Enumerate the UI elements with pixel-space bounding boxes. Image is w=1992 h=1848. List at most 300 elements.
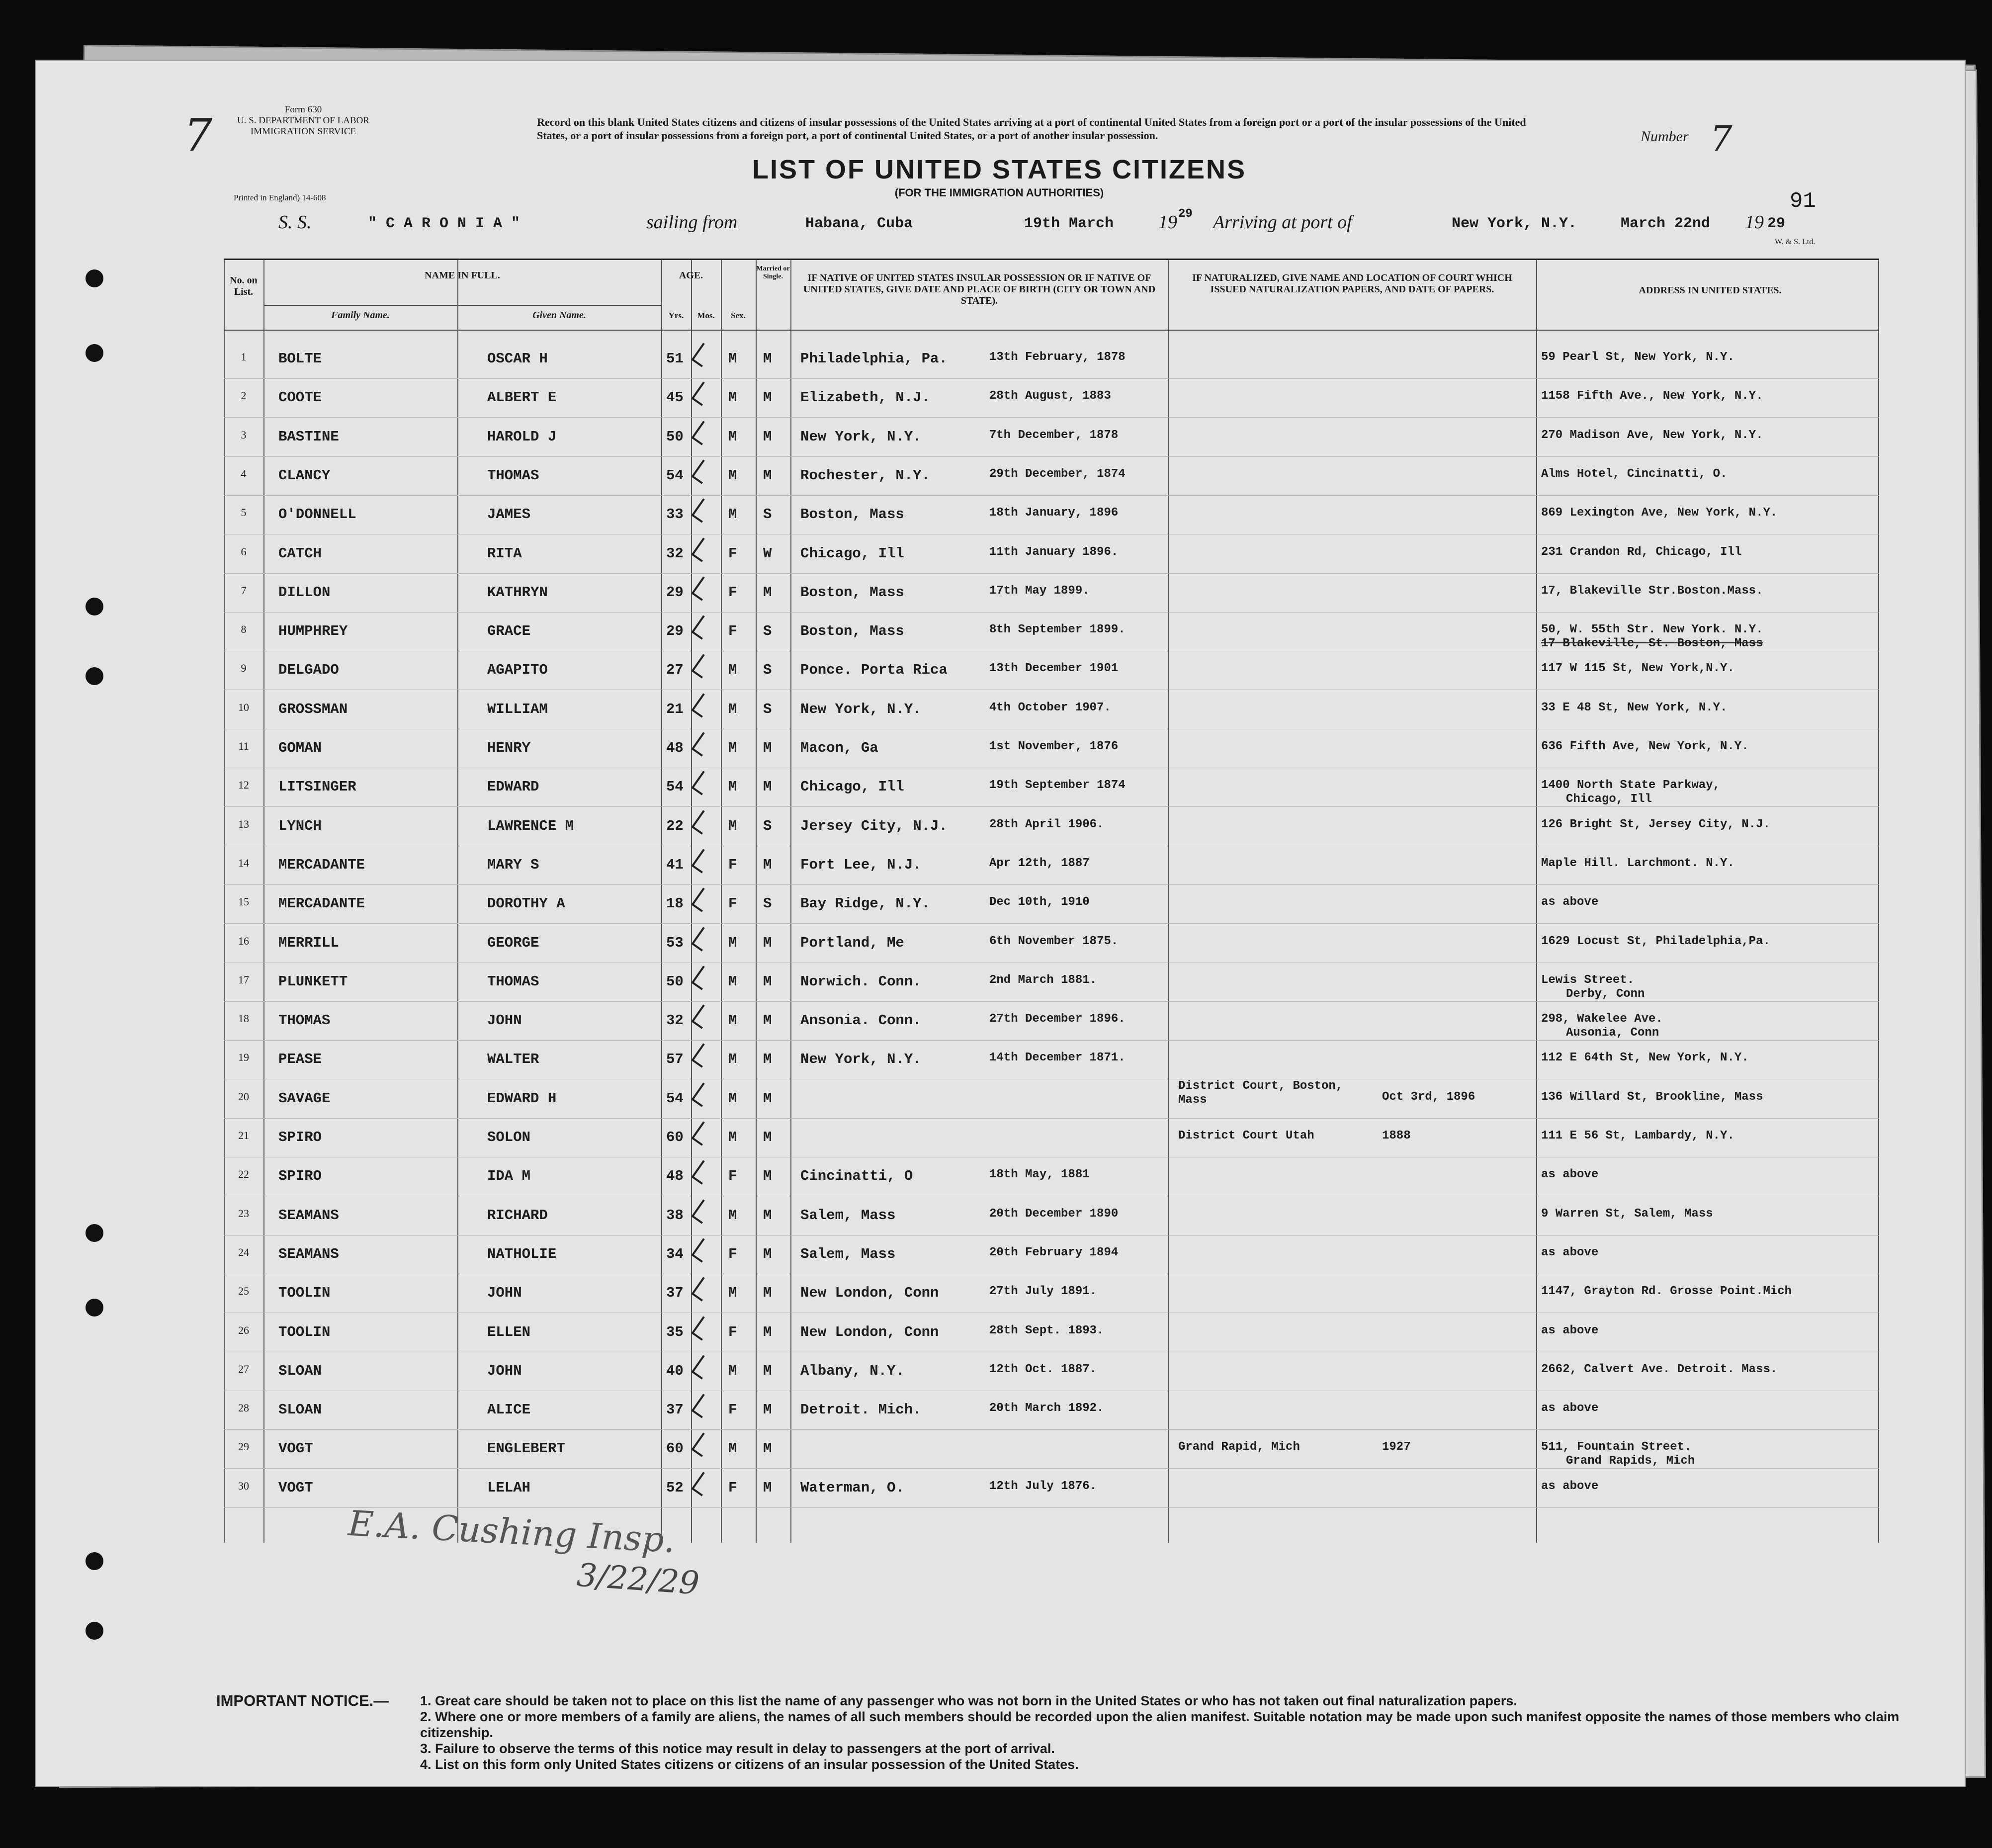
birth-place: Cincinatti, O <box>800 1168 913 1185</box>
age-years: 54 <box>666 779 684 795</box>
family-name: SLOAN <box>278 1402 322 1418</box>
table-row <box>224 1040 1879 1079</box>
year-prefix: 19 <box>1158 212 1177 233</box>
printer-mark: W. & S. Ltd. <box>1775 238 1816 246</box>
sex: M <box>728 506 737 523</box>
row-number: 27 <box>238 1362 249 1375</box>
given-name: IDA M <box>487 1168 531 1185</box>
marital-status: M <box>763 779 772 795</box>
family-name: HUMPHREY <box>278 623 348 640</box>
age-years: 22 <box>666 817 684 834</box>
given-name: SOLON <box>487 1129 531 1145</box>
age-years: 29 <box>666 584 684 601</box>
check-mark-icon <box>691 499 713 523</box>
given-name: THOMAS <box>487 467 539 484</box>
check-mark-icon <box>691 1433 713 1457</box>
birth-date: 28th Sept. 1893. <box>989 1323 1104 1337</box>
check-mark-icon <box>691 654 713 679</box>
birth-place: Waterman, O. <box>800 1479 904 1496</box>
family-name: LYNCH <box>278 817 322 834</box>
birth-place: New York, N.Y. <box>800 1051 922 1068</box>
age-years: 60 <box>666 1129 684 1145</box>
header-yrs: Yrs. <box>668 311 684 320</box>
given-name: JOHN <box>487 1362 522 1379</box>
stamp-number: 91 <box>1790 189 1816 214</box>
birth-date: 13th February, 1878 <box>989 351 1126 364</box>
arrival-date: March 22nd <box>1621 215 1711 232</box>
age-years: 32 <box>666 1012 684 1029</box>
given-name: RICHARD <box>487 1207 548 1224</box>
sex: M <box>728 1090 737 1107</box>
check-mark-icon <box>691 849 713 873</box>
printed-in-note: Printed in England) 14-608 <box>234 193 326 202</box>
marital-status: M <box>763 973 772 990</box>
inspector-date: 3/22/29 <box>575 1557 700 1602</box>
year-suffix: 29 <box>1178 207 1193 221</box>
address-line-2: 17 Blakeville, St. Boston, Mass <box>1541 637 1763 651</box>
address: 1629 Locust St, Philadelphia,Pa. <box>1541 934 1770 948</box>
given-name: EDWARD <box>487 779 539 795</box>
marital-status: M <box>763 1051 772 1068</box>
given-name: GRACE <box>487 623 531 640</box>
table-row <box>224 612 1879 651</box>
family-name: THOMAS <box>278 1012 331 1029</box>
check-mark-icon <box>691 1044 713 1068</box>
birth-place: Portland, Me <box>800 934 904 951</box>
address: as above <box>1541 1168 1599 1182</box>
table-row <box>224 1469 1879 1508</box>
age-years: 32 <box>666 545 684 562</box>
sex: M <box>728 467 737 484</box>
birth-place: Salem, Mass <box>800 1207 896 1224</box>
address: 50, W. 55th Str. New York. N.Y. <box>1541 623 1763 637</box>
sex: M <box>728 934 737 951</box>
age-years: 52 <box>666 1479 684 1496</box>
row-number: 1 <box>241 351 247 363</box>
family-name: SLOAN <box>278 1362 322 1379</box>
given-name: RITA <box>487 545 522 562</box>
table-row <box>224 340 1879 379</box>
family-name: GROSSMAN <box>278 701 348 717</box>
row-number: 13 <box>238 817 249 830</box>
table-row <box>224 573 1879 613</box>
birth-date: 2nd March 1881. <box>989 973 1097 987</box>
check-mark-icon <box>691 1316 713 1340</box>
header-given-name: Given Name. <box>532 310 586 321</box>
family-name: SEAMANS <box>278 1207 339 1224</box>
check-mark-icon <box>691 1004 713 1029</box>
address: as above <box>1541 1323 1599 1337</box>
family-name: O'DONNELL <box>278 506 356 523</box>
given-name: ENGLEBERT <box>487 1440 565 1457</box>
inspector-signature: E.A. Cushing Insp. <box>347 1502 677 1561</box>
check-mark-icon <box>691 1472 713 1496</box>
address: 33 E 48 St, New York, N.Y. <box>1541 701 1728 714</box>
address: 298, Wakelee Ave. <box>1541 1012 1663 1026</box>
check-mark-icon <box>691 927 713 951</box>
age-years: 37 <box>666 1285 684 1302</box>
sex: M <box>728 428 737 445</box>
family-name: PEASE <box>278 1051 322 1068</box>
check-mark-icon <box>691 421 713 445</box>
check-mark-icon <box>691 1121 713 1145</box>
row-number: 8 <box>241 623 247 636</box>
sex: F <box>728 1479 737 1496</box>
birth-place: New York, N.Y. <box>800 428 922 445</box>
binder-hole <box>86 667 103 685</box>
row-number: 2 <box>241 389 247 402</box>
header-no-on-list: No. on List. <box>230 275 258 297</box>
row-number: 17 <box>238 973 249 986</box>
row-number: 21 <box>238 1129 249 1142</box>
age-years: 45 <box>666 389 684 406</box>
family-name: CATCH <box>278 545 322 562</box>
birth-place: Chicago, Ill <box>800 779 904 795</box>
table-row <box>224 1352 1879 1391</box>
form-number: Form 630 <box>284 104 322 115</box>
check-mark-icon <box>691 1355 713 1379</box>
table-row <box>224 534 1879 574</box>
family-name: SPIRO <box>278 1168 322 1185</box>
sex: F <box>728 1323 737 1340</box>
form-instructions: Record on this blank United States citizens and citizens of insular possessions of the United States arriving at a port of continental United States from a foreign port or a port of the insular possessions of the United States, or a port of insular possessions from a foreign port, a port of continental United States, or a port of another insular possession. <box>537 116 1526 142</box>
birth-date: 20th March 1892. <box>989 1402 1104 1415</box>
marital-status: M <box>763 1245 772 1262</box>
address: as above <box>1541 1245 1599 1259</box>
row-number: 25 <box>238 1285 249 1298</box>
table-row <box>224 1118 1879 1157</box>
given-name: AGAPITO <box>487 662 548 679</box>
sex: M <box>728 1207 737 1224</box>
passenger-table <box>224 259 1879 1543</box>
birth-place: Bay Ridge, N.Y. <box>800 895 931 912</box>
address: 1400 North State Parkway, <box>1541 779 1721 792</box>
table-row <box>224 1274 1879 1313</box>
table-row <box>224 378 1879 418</box>
address: 869 Lexington Ave, New York, N.Y. <box>1541 506 1778 520</box>
address-line-2: Ausonia, Conn <box>1566 1026 1659 1040</box>
address: 17, Blakeville Str.Boston.Mass. <box>1541 584 1763 598</box>
sex: F <box>728 856 737 873</box>
row-number: 10 <box>238 701 249 713</box>
marital-status: M <box>763 1207 772 1224</box>
sex: M <box>728 662 737 679</box>
marital-status: M <box>763 1402 772 1418</box>
address: 9 Warren St, Salem, Mass <box>1541 1207 1713 1221</box>
table-row <box>224 1196 1879 1235</box>
header-address: ADDRESS IN UNITED STATES. <box>1639 285 1782 296</box>
row-number: 19 <box>238 1051 249 1064</box>
birth-date: 27th July 1891. <box>989 1285 1097 1299</box>
table-row <box>224 456 1879 496</box>
sex: M <box>728 1285 737 1302</box>
address: as above <box>1541 1479 1599 1493</box>
binder-hole <box>86 598 103 616</box>
given-name: KATHRYN <box>487 584 548 601</box>
age-years: 50 <box>666 973 684 990</box>
check-mark-icon <box>691 1394 713 1418</box>
birth-place: Ponce. Porta Rica <box>800 662 948 679</box>
birth-place: Norwich. Conn. <box>800 973 922 990</box>
header-subrule <box>263 305 661 306</box>
row-number: 23 <box>238 1207 249 1220</box>
family-name: BASTINE <box>278 428 339 445</box>
row-number: 6 <box>241 545 247 558</box>
age-years: 54 <box>666 1090 684 1107</box>
arrival-port: New York, N.Y. <box>1452 215 1577 232</box>
notice-item: 3. Failure to observe the terms of this notice may result in delay to passengers at the port of arrival. <box>420 1741 1055 1756</box>
voyage-line <box>278 207 1829 241</box>
marital-status: M <box>763 1012 772 1029</box>
address: 2662, Calvert Ave. Detroit. Mass. <box>1541 1362 1778 1376</box>
birth-place: Philadelphia, Pa. <box>800 351 948 367</box>
birth-place: Fort Lee, N.J. <box>800 856 922 873</box>
marital-status: M <box>763 389 772 406</box>
age-years: 21 <box>666 701 684 717</box>
age-years: 60 <box>666 1440 684 1457</box>
binder-hole <box>86 1299 103 1317</box>
marital-status: M <box>763 467 772 484</box>
naturalization-court: Grand Rapid, Mich <box>1178 1440 1300 1454</box>
naturalization-date: 1888 <box>1382 1129 1411 1143</box>
marital-status: M <box>763 351 772 367</box>
table-row <box>224 1235 1879 1274</box>
age-years: 51 <box>666 351 684 367</box>
sex: M <box>728 1362 737 1379</box>
given-name: GEORGE <box>487 934 539 951</box>
address: 636 Fifth Ave, New York, N.Y. <box>1541 740 1749 753</box>
birth-place: Albany, N.Y. <box>800 1362 904 1379</box>
marital-status: S <box>763 895 772 912</box>
header-name-in-full: NAME IN FULL. <box>425 270 500 281</box>
notice-lead: IMPORTANT NOTICE.— <box>216 1692 389 1709</box>
row-number: 5 <box>241 506 247 519</box>
family-name: MERCADANTE <box>278 895 365 912</box>
sex: M <box>728 740 737 756</box>
marital-status: M <box>763 1323 772 1340</box>
address-line-2: Derby, Conn <box>1566 987 1645 1001</box>
given-name: ELLEN <box>487 1323 531 1340</box>
check-mark-icon <box>691 1082 713 1107</box>
age-years: 48 <box>666 1168 684 1185</box>
given-name: OSCAR H <box>487 351 548 367</box>
row-number: 28 <box>238 1402 249 1414</box>
table-row <box>224 729 1879 768</box>
age-years: 34 <box>666 1245 684 1262</box>
address: 231 Crandon Rd, Chicago, Ill <box>1541 545 1742 559</box>
given-name: EDWARD H <box>487 1090 557 1107</box>
check-mark-icon <box>691 537 713 562</box>
check-mark-icon <box>691 810 713 834</box>
sex: M <box>728 1051 737 1068</box>
check-mark-icon <box>691 1277 713 1302</box>
birth-place: Chicago, Ill <box>800 545 904 562</box>
table-row <box>224 884 1879 924</box>
birth-place: Rochester, N.Y. <box>800 467 931 484</box>
marital-status: M <box>763 428 772 445</box>
address: 112 E 64th St, New York, N.Y. <box>1541 1051 1749 1065</box>
age-years: 33 <box>666 506 684 523</box>
check-mark-icon <box>691 888 713 912</box>
header-mos: Mos. <box>697 311 715 320</box>
age-years: 40 <box>666 1362 684 1379</box>
ship-name: " C A R O N I A " <box>368 215 520 232</box>
family-name: BOLTE <box>278 351 322 367</box>
birth-place: Boston, Mass <box>800 506 904 523</box>
age-years: 18 <box>666 895 684 912</box>
marital-status: M <box>763 856 772 873</box>
address: 136 Willard St, Brookline, Mass <box>1541 1090 1763 1104</box>
table-row <box>224 846 1879 885</box>
address: as above <box>1541 895 1599 909</box>
check-mark-icon <box>691 615 713 639</box>
check-mark-icon <box>691 1160 713 1185</box>
form-id-block <box>219 104 388 137</box>
family-name: MERRILL <box>278 934 339 951</box>
naturalization-court: District Court Utah <box>1178 1129 1314 1143</box>
birth-place: Boston, Mass <box>800 623 904 640</box>
family-name: VOGT <box>278 1479 313 1496</box>
age-years: 57 <box>666 1051 684 1068</box>
marital-status: M <box>763 1168 772 1185</box>
birth-date: 28th April 1906. <box>989 817 1104 831</box>
address-line-2: Grand Rapids, Mich <box>1566 1454 1695 1468</box>
ss-label: S. S. <box>278 212 312 233</box>
marital-status: S <box>763 817 772 834</box>
notice-item: 2. Where one or more members of a family are aliens, the names of all such members should be recorded upon the alien manifest. Suitable notation may be made upon such manifest opposite the names of those members who claim citizenship. <box>420 1709 1900 1740</box>
birth-date: 27th December 1896. <box>989 1012 1126 1026</box>
binder-hole <box>86 269 103 287</box>
binder-hole <box>86 344 103 362</box>
given-name: ALICE <box>487 1402 531 1418</box>
sex: F <box>728 1168 737 1185</box>
list-number: 7 <box>1710 118 1732 159</box>
family-name: VOGT <box>278 1440 313 1457</box>
check-mark-icon <box>691 693 713 717</box>
row-number: 24 <box>238 1245 249 1258</box>
marital-status: M <box>763 1129 772 1145</box>
birth-place: Boston, Mass <box>800 584 904 601</box>
given-name: HENRY <box>487 740 531 756</box>
row-number: 26 <box>238 1323 249 1336</box>
birth-place: Detroit. Mich. <box>800 1402 922 1418</box>
row-number: 4 <box>241 467 247 480</box>
header-married-single: Married or Single. <box>756 265 790 280</box>
check-mark-icon <box>691 382 713 406</box>
family-name: COOTE <box>278 389 322 406</box>
row-number: 30 <box>238 1479 249 1492</box>
table-row <box>224 1313 1879 1352</box>
family-name: SPIRO <box>278 1129 322 1145</box>
family-name: SAVAGE <box>278 1090 331 1107</box>
row-number: 14 <box>238 856 249 869</box>
row-number: 18 <box>238 1012 249 1025</box>
family-name: DILLON <box>278 584 331 601</box>
marital-status: M <box>763 1479 772 1496</box>
address: 59 Pearl St, New York, N.Y. <box>1541 351 1734 364</box>
birth-date: 18th May, 1881 <box>989 1168 1090 1182</box>
age-years: 50 <box>666 428 684 445</box>
table-row <box>224 1429 1879 1469</box>
table-row <box>224 963 1879 1002</box>
arriving-label: Arriving at port of <box>1213 212 1352 233</box>
marital-status: M <box>763 584 772 601</box>
birth-date: 12th Oct. 1887. <box>989 1362 1097 1376</box>
table-row <box>224 1157 1879 1196</box>
sailing-date: 19th March <box>1024 215 1114 232</box>
row-number: 20 <box>238 1090 249 1103</box>
birth-place: Elizabeth, N.J. <box>800 389 931 406</box>
number-label: Number <box>1641 128 1689 145</box>
binder-hole <box>86 1622 103 1640</box>
family-name: CLANCY <box>278 467 331 484</box>
marital-status: S <box>763 701 772 717</box>
given-name: WILLIAM <box>487 701 548 717</box>
address: Lewis Street. <box>1541 973 1635 987</box>
marital-status: M <box>763 740 772 756</box>
sex: F <box>728 1402 737 1418</box>
given-name: WALTER <box>487 1051 539 1068</box>
family-name: MERCADANTE <box>278 856 365 873</box>
header-birth: IF NATIVE OF UNITED STATES INSULAR POSSESSION OR IF NATIVE OF UNITED STATES, GIVE DATE AND PLACE OF BIRTH (CITY OR TOWN AND STATE). <box>803 272 1156 306</box>
address-line-2: Chicago, Ill <box>1566 792 1652 806</box>
row-number: 29 <box>238 1440 249 1453</box>
sex: M <box>728 817 737 834</box>
sex: F <box>728 895 737 912</box>
table-row <box>224 651 1879 690</box>
sex: M <box>728 1129 737 1145</box>
check-mark-icon <box>691 343 713 367</box>
naturalization-date: 1927 <box>1382 1440 1411 1454</box>
age-years: 27 <box>666 662 684 679</box>
birth-date: 1st November, 1876 <box>989 740 1119 753</box>
binder-hole <box>86 1552 103 1570</box>
address: as above <box>1541 1402 1599 1415</box>
row-number: 7 <box>241 584 247 597</box>
family-name: TOOLIN <box>278 1285 331 1302</box>
address: 126 Bright St, Jersey City, N.J. <box>1541 817 1770 831</box>
family-name: PLUNKETT <box>278 973 348 990</box>
given-name: LAWRENCE M <box>487 817 574 834</box>
birth-date: 6th November 1875. <box>989 934 1119 948</box>
header-naturalized: IF NATURALIZED, GIVE NAME AND LOCATION OF COURT WHICH ISSUED NATURALIZATION PAPERS, AND DATE OF PAPERS. <box>1192 272 1512 295</box>
row-number: 9 <box>241 662 247 675</box>
address: 1147, Grayton Rd. Grosse Point.Mich <box>1541 1285 1792 1299</box>
birth-date: 29th December, 1874 <box>989 467 1126 481</box>
service-name: IMMIGRATION SERVICE <box>250 126 356 137</box>
birth-place: New London, Conn <box>800 1323 939 1340</box>
birth-place: Ansonia. Conn. <box>800 1012 922 1029</box>
given-name: MARY S <box>487 856 539 873</box>
birth-date: 8th September 1899. <box>989 623 1126 637</box>
given-name: HAROLD J <box>487 428 557 445</box>
given-name: ALBERT E <box>487 389 557 406</box>
age-years: 29 <box>666 623 684 640</box>
sex: M <box>728 1012 737 1029</box>
check-mark-icon <box>691 576 713 601</box>
page-title: LIST OF UNITED STATES CITIZENS <box>752 155 1246 184</box>
given-name: NATHOLIE <box>487 1245 557 1262</box>
table-row <box>224 690 1879 729</box>
page-subtitle: (FOR THE IMMIGRATION AUTHORITIES) <box>894 186 1104 199</box>
sex: F <box>728 1245 737 1262</box>
age-years: 35 <box>666 1323 684 1340</box>
age-years: 48 <box>666 740 684 756</box>
notice-list <box>420 1693 1911 1772</box>
marital-status: W <box>763 545 772 562</box>
check-mark-icon <box>691 771 713 795</box>
marital-status: M <box>763 1440 772 1457</box>
